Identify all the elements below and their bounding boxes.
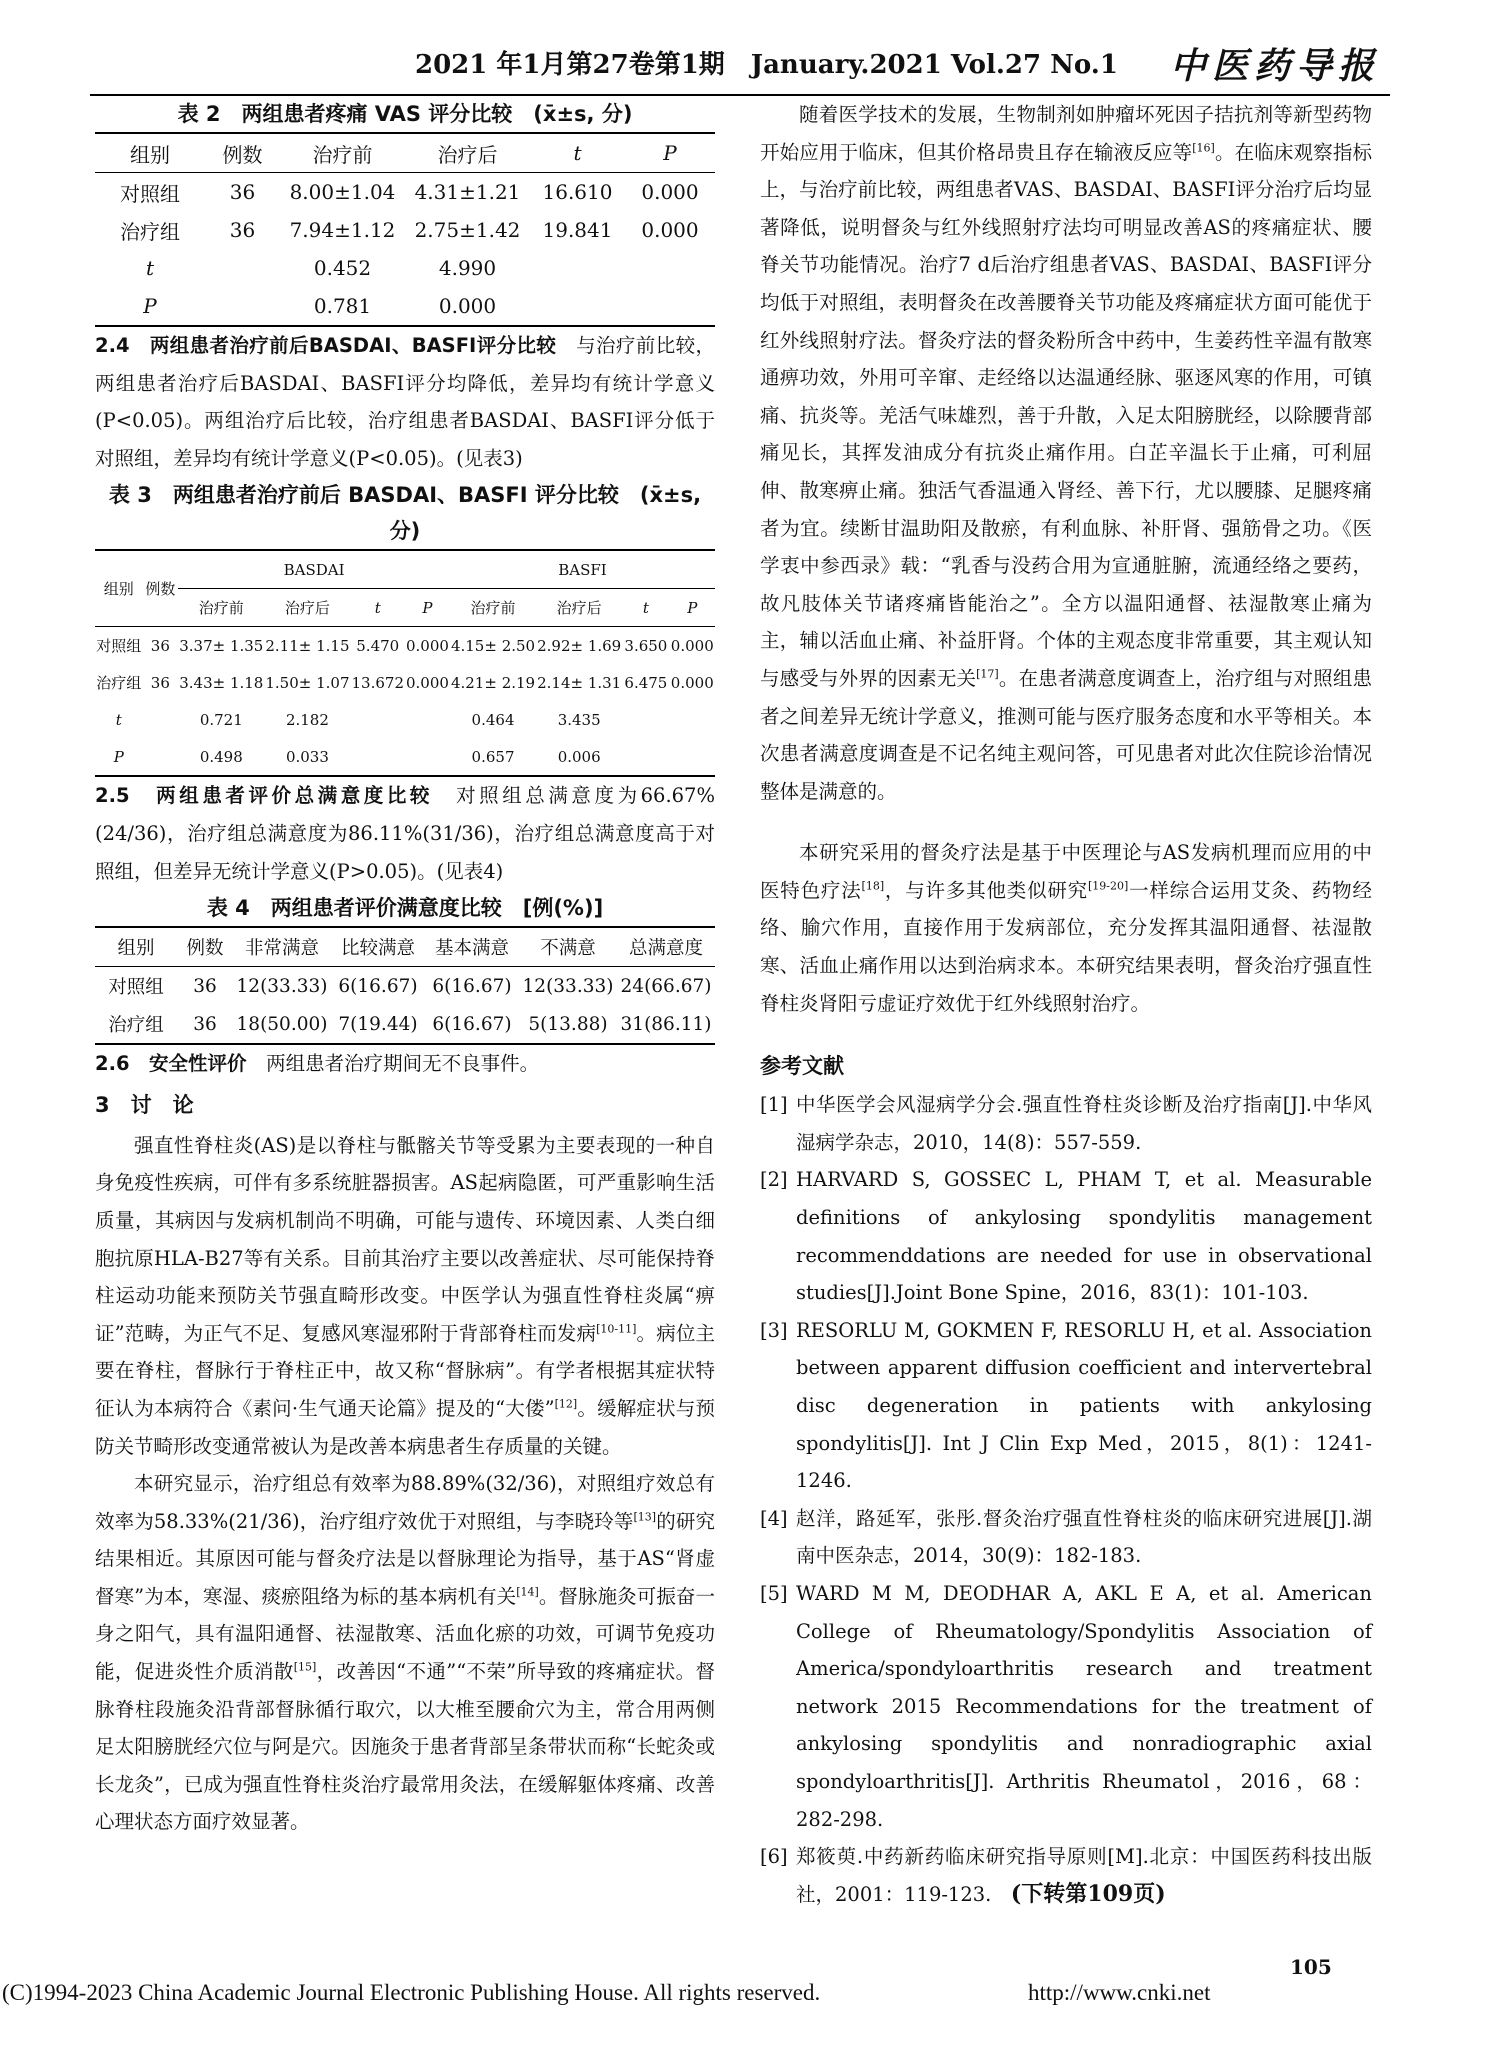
reference-item [760, 1500, 1372, 1575]
table-cell: 2.75±1.42 [414, 218, 521, 242]
table-cell: 治疗组 [96, 674, 142, 693]
table3-subheader: P [670, 589, 715, 627]
reference-item [760, 1575, 1372, 1838]
table2-header: P [625, 133, 715, 173]
table-cell: 4.21± 2.19 [450, 673, 536, 692]
table-cell: 3.650 [624, 636, 668, 655]
table-cell: 2.182 [285, 710, 329, 729]
table4-caption: 表 4 两组患者评价满意度比较 [例(%)] [206, 896, 604, 921]
reference-number: [3] [760, 1318, 788, 1342]
table-cell [205, 287, 280, 326]
table-row [95, 967, 715, 1006]
table-cell: 12(33.33) [236, 975, 328, 997]
table-cell: 0.000 [641, 180, 699, 204]
text-run: 强直性脊柱炎(AS)是以脊柱与骶髂关节等受累为主要表现的一种自身免疫性疾病，可伴有多系统脏器损害。AS起病隐匿，可严重影响生活质量，其病因与发病机制尚不明确，可能与遗传、环境因素、人类白细胞抗原HLA-B27等有关系。目前其治疗主要以改善症状、尽可能保持脊柱运动功能来预防关节强直畸形改变。中医学认为强直性脊柱炎属“痹证”范畴，为正气不足、复感风寒湿邪附于背部脊柱而发病 [95, 1133, 715, 1345]
table-cell: 18(50.00) [233, 1005, 331, 1044]
citation: [10-11] [596, 1322, 637, 1336]
table2-header: 例数 [205, 133, 280, 173]
table-cell: 对照组 [108, 977, 164, 999]
table-cell [405, 738, 450, 776]
table-cell: 0.781 [280, 287, 405, 326]
citation: [17] [976, 667, 999, 681]
paragraph-gap [760, 810, 1372, 834]
table-row [95, 1005, 715, 1044]
table-cell: 0.000 [641, 218, 699, 242]
table3-header: 组别 [95, 550, 142, 627]
text-run: 。缓解症状与预防关节畸形改变通常被认为是改善本病患者生存质量的关键。 [95, 1396, 715, 1458]
table-cell [530, 287, 625, 326]
text-run: 。在临床观察指标上，与治疗前比较，两组患者VAS、BASDAI、BASFI评分治疗后均显著降低，说明督灸与红外线照射疗法均可明显改善AS的疼痛症状、腰脊关节功能情况。治疗7 d后治疗组患者VAS、BASDAI、BASFI评分均低于对照组，表明督灸在改善腰脊关节功能及疼痛症状方面可能优于红外线照射疗法。督灸疗法的督灸粉所含中药中，生姜药性辛温有散寒通痹功效，外用可辛窜、走经络以达温通经脉、驱逐风寒的作用，可镇痛、抗炎等。羌活气味雄烈，善于升散，入足太阳膀胱经，以除腰背部痛见长，其挥发油成分有抗炎止痛作用。白芷辛温长于止痛，可利屈伸、散寒痹止痛。独活气香温通入肾经、善下行，尤以腰膝、足腿疼痛者为宜。续断甘温助阳及散瘀，有利血脉、补肝肾、强筋骨之功。《医学衷中参西录》载：“乳香与没药合用为宣通脏腑，流通经络之要药，故凡肢体关节诸疼痛皆能治之”。全方以温阳通督、祛湿散寒止痛为主，辅以活血止痛、补益肝肾。个体的主观态度非常重要，其主观认知与感受与外界的因素无关 [760, 140, 1372, 690]
table-cell: 36 [229, 218, 256, 242]
section-2-6-text: 两组患者治疗期间无不良事件。 [266, 1052, 540, 1076]
table-cell: t [145, 256, 155, 280]
discussion-paragraph-2 [95, 1465, 715, 1841]
text-run: 随着医学技术的发展，生物制剂如肿瘤坏死因子拮抗剂等新型药物开始应用于临床，但其价格昂贵且存在输液反应等 [760, 103, 1372, 164]
table-cell: 36 [177, 1005, 233, 1044]
table3-header-basfi: BASFI [450, 550, 715, 589]
issue-info: 2021 年1月第27卷第1期 January.2021 Vol.27 No.1 [415, 50, 1118, 80]
table3 [95, 549, 715, 777]
references-title: 参考文献 [760, 1054, 844, 1079]
table3-header-basdai: BASDAI [178, 550, 450, 589]
table-row [95, 701, 715, 738]
table-cell: 36 [193, 975, 217, 997]
table-cell: 0.000 [406, 673, 449, 692]
table-cell: 7.94±1.12 [289, 218, 396, 242]
citation: [14] [516, 1585, 539, 1599]
citation: [16] [1192, 141, 1215, 155]
text-run: ，改善因“不通”“不荣”所导致的疼痛症状。督脉脊柱段施灸沿背部督脉循行取穴，以大椎至腰俞穴为主，常合用两侧足太阳膀胱经穴位与阿是穴。因施灸于患者背部呈条带状而称“长蛇灸或长龙灸”，已成为强直性脊柱炎治疗最常用灸法，在缓解躯体疼痛、改善心理状态方面疗效显著。 [95, 1660, 715, 1834]
table-row [95, 249, 715, 287]
table-cell: 6(16.67) [432, 975, 512, 997]
reference-text: RESORLU M, GOKMEN F, RESORLU H, et al. Association between apparent diffusion coefficient and intervertebral disc degeneration in patients with ankylosing spondylitis[J]. Int J Clin Exp Med，2015，8(1)：1241-1246. [796, 1318, 1372, 1493]
table3-caption: 表 3 两组患者治疗前后 BASDAI、BASFI 评分比较 (x̄±s, 分) [108, 483, 702, 544]
reference-item [760, 1838, 1372, 1913]
table3-subheader: t [622, 589, 669, 627]
table-cell: 12(33.33) [522, 975, 614, 997]
text-run: ，与许多其他类似研究 [884, 878, 1088, 902]
right-column [760, 96, 1372, 1913]
section-2-5 [95, 777, 715, 890]
table-cell: 0.721 [199, 710, 243, 729]
table-cell [670, 738, 715, 776]
table-cell: 0.006 [536, 738, 622, 776]
page-number: 105 [1290, 1955, 1332, 1979]
section-2-6-title: 2.6 安全性评价 [95, 1052, 247, 1076]
table3-subheader: P [405, 589, 450, 627]
table-cell [670, 701, 715, 738]
section-2-5-text: 对照组总满意度为66.67%(24/36)，治疗组总满意度为86.11%(31/36)，治疗组总满意度高于对照组，但差异无统计学意义(P>0.05)。(见表4) [95, 784, 715, 883]
table-cell [405, 701, 450, 738]
table-cell: 7(19.44) [331, 1005, 425, 1044]
table-cell [622, 701, 669, 738]
table2-header: 组别 [95, 133, 205, 173]
table-cell [530, 249, 625, 287]
table-cell [351, 738, 406, 776]
section-3-title: 3 讨 论 [95, 1092, 194, 1117]
table-cell: 对照组 [96, 637, 142, 656]
table-cell: 19.841 [542, 218, 613, 242]
table-cell: 5.470 [356, 636, 400, 655]
section-2-5-title: 2.5 两组患者评价总满意度比较 [95, 784, 434, 808]
footer-url: http://www.cnki.net [1028, 1980, 1211, 2005]
table-cell: 0.464 [471, 710, 515, 729]
table4-header: 总满意度 [617, 927, 715, 967]
table-cell: 4.990 [438, 256, 497, 280]
reference-item [760, 1086, 1372, 1161]
table-cell: 2.11± 1.15 [265, 636, 350, 655]
reference-number: [1] [760, 1093, 788, 1117]
table-cell: 36 [229, 180, 256, 204]
table3-subheader: 治疗后 [264, 589, 350, 627]
table-row [95, 738, 715, 776]
table-cell: 2.14± 1.31 [537, 673, 622, 692]
table-cell: 3.435 [557, 710, 601, 729]
table-cell: 24(66.67) [620, 975, 712, 997]
table-cell: 6(16.67) [425, 1005, 519, 1044]
citation: [13] [633, 1510, 657, 1524]
table-cell: P [95, 738, 142, 776]
table4 [95, 926, 715, 1045]
table-row [95, 173, 715, 212]
table-cell: 3.43± 1.18 [179, 673, 264, 692]
section-2-4 [95, 327, 715, 477]
table-cell: 13.672 [351, 673, 404, 692]
table4-header: 基本满意 [425, 927, 519, 967]
table-row [95, 664, 715, 701]
table-cell: 31(86.11) [617, 1005, 715, 1044]
table-cell: 0.452 [313, 256, 372, 280]
reference-item [760, 1161, 1372, 1311]
reference-number: [5] [760, 1581, 788, 1605]
table-cell [625, 287, 715, 326]
table2 [95, 132, 715, 327]
table-cell: 0.657 [450, 738, 536, 776]
left-column [95, 96, 715, 1841]
table3-header: 例数 [142, 550, 178, 627]
table4-header: 组别 [95, 927, 177, 967]
table-cell [142, 701, 178, 738]
reference-text: HARVARD S, GOSSEC L, PHAM T, et al. Measurable definitions of ankylosing spondylitis management recommenddations are needed for use in observational studies[J].Joint Bone Spine，2016，83(1)：101-103. [796, 1168, 1372, 1305]
journal-logo: 中医药导报 [1169, 45, 1380, 87]
text-run: 本研究采用的督灸疗法是基于中医理论与AS发病机理而应用的中医特色疗法 [760, 841, 1372, 902]
table-cell: 0.000 [406, 636, 449, 655]
section-2-4-title: 2.4 两组患者治疗前后BASDAI、BASFI评分比较 [95, 334, 557, 357]
table-row [95, 627, 715, 665]
table-cell: 治疗组 [120, 219, 180, 244]
text-run: 。在患者满意度调查上，治疗组与对照组患者之间差异无统计学意义，推测可能与医疗服务态度和水平等相关。本次患者满意度调查是不记名纯主观问答，可见患者对此次住院诊治情况整体是满意的。 [760, 666, 1372, 803]
table-cell: 6(16.67) [338, 975, 418, 997]
table-cell [351, 701, 406, 738]
table-cell [625, 249, 715, 287]
table3-subheader: 治疗前 [178, 589, 264, 627]
text-run: 一样综合运用艾灸、药物经络、腧穴作用，直接作用于发病部位，充分发挥其温阳通督、祛湿散寒、活血止痛作用以达到治病求本。本研究结果表明，督灸治疗强直性脊柱炎肾阳亏虚证疗效优于红外线照射治疗。 [760, 878, 1372, 1015]
table-cell: 6.475 [624, 673, 668, 692]
table-cell: 8.00±1.04 [289, 180, 396, 204]
discussion-paragraph-3 [760, 96, 1372, 810]
table-cell: 0.000 [670, 673, 714, 692]
table-cell: P [95, 287, 205, 326]
reference-text: 赵洋，路延军，张彤.督灸治疗强直性脊柱炎的临床研究进展[J].湖南中医杂志，2014，30(9)：182-183. [796, 1506, 1372, 1568]
table-cell: 治疗组 [95, 1005, 177, 1044]
table2-header: 治疗后 [405, 133, 530, 173]
table4-header: 不满意 [519, 927, 617, 967]
table-row [95, 211, 715, 249]
citation: [18] [861, 879, 885, 893]
reference-number: [4] [760, 1506, 788, 1530]
discussion-paragraph-4 [760, 834, 1372, 1022]
reference-text: WARD M M, DEODHAR A, AKL E A, et al. American College of Rheumatology/Spondylitis Association of America/spondyloarthritis research and treatment network 2015 Recommendations for the treatment of ankylosing spondylitis and nonradiographic axial spondyloarthritis[J]. Arthritis Rheumatol，2016，68：282-298. [796, 1581, 1372, 1831]
reference-number: [2] [760, 1168, 788, 1192]
table-cell: 0.033 [264, 738, 350, 776]
citation: [12] [554, 1397, 578, 1411]
discussion-paragraph-1 [95, 1127, 715, 1465]
table-cell: 2.92± 1.69 [537, 636, 622, 655]
table-cell: 5(13.88) [519, 1005, 617, 1044]
running-header [90, 38, 1390, 96]
table3-subheader: 治疗后 [536, 589, 622, 627]
table4-header: 例数 [177, 927, 233, 967]
table-cell: 1.50± 1.07 [265, 673, 350, 692]
table-cell: 3.37± 1.35 [179, 636, 264, 655]
table-cell [142, 738, 178, 776]
section-2-4-text: 与治疗前比较，两组患者治疗后BASDAI、BASFI评分均降低，差异均有统计学意义(P<0.05)。两组治疗后比较，治疗组患者BASDAI、BASFI评分低于对照组，差异均有统计学意义(P<0.05)。(见表3) [95, 334, 715, 470]
table-row [95, 287, 715, 326]
continued-note: (下转第109页) [1010, 1880, 1166, 1907]
table3-subheader: t [351, 589, 406, 627]
table-cell: 16.610 [542, 180, 613, 204]
table-cell: 36 [150, 636, 170, 655]
reference-text: 中华医学会风湿病学分会.强直性脊柱炎诊断及治疗指南[J].中华风湿病学杂志，2010，14(8)：557-559. [796, 1093, 1372, 1154]
reference-text: 郑筱萸.中药新药临床研究指导原则[M].北京：中国医药科技出版社，2001：119-123. [796, 1845, 1372, 1906]
table-cell: 4.15± 2.50 [450, 636, 536, 655]
copyright-notice: (C)1994-2023 China Academic Journal Electronic Publishing House. All rights reserved. [2, 1980, 821, 2005]
reference-item [760, 1312, 1372, 1500]
text-run: 。病位主要在脊柱，督脉行于脊柱正中，故又称“督脉病”。有学者根据其症状特征认为本病符合《素问·生气通天论篇》提及的“大偻” [95, 1321, 715, 1420]
table-cell: 4.31±1.21 [414, 180, 521, 204]
table-cell: 对照组 [120, 181, 180, 206]
table-cell: 36 [150, 673, 170, 692]
reference-list [760, 1086, 1372, 1913]
text-run: 。督脉施灸可振奋一身之阳气，具有温阳通督、祛湿散寒、活血化瘀的功效，可调节免疫功能，促进炎性介质消散 [95, 1584, 715, 1684]
table-cell: t [115, 710, 122, 729]
table-cell: 0.000 [405, 287, 530, 326]
table4-header: 非常满意 [233, 927, 331, 967]
table2-header: 治疗前 [280, 133, 405, 173]
table-cell [205, 249, 280, 287]
table4-header: 比较满意 [331, 927, 425, 967]
section-2-6 [95, 1045, 715, 1083]
table-cell: 0.000 [670, 636, 714, 655]
table-cell: 0.498 [178, 738, 264, 776]
reference-number: [6] [760, 1845, 788, 1869]
citation: [15] [293, 1660, 317, 1674]
table2-caption: 表 2 两组患者疼痛 VAS 评分比较 (x̄±s, 分) [177, 102, 633, 126]
table-cell [622, 738, 669, 776]
text-run: 本研究显示，治疗组总有效率为88.89%(32/36)，对照组疗效总有效率为58.33%(21/36)，治疗组疗效优于对照组，与李晓玲等 [95, 1472, 715, 1533]
text-run: 的研究结果相近。其原因可能与督灸疗法是以督脉理论为指导，基于AS“肾虚督寒”为本，寒湿、痰瘀阻络为标的基本病机有关 [95, 1509, 715, 1608]
table2-header: t [530, 133, 625, 173]
citation: [19-20] [1088, 879, 1129, 893]
table3-subheader: 治疗前 [450, 589, 536, 627]
